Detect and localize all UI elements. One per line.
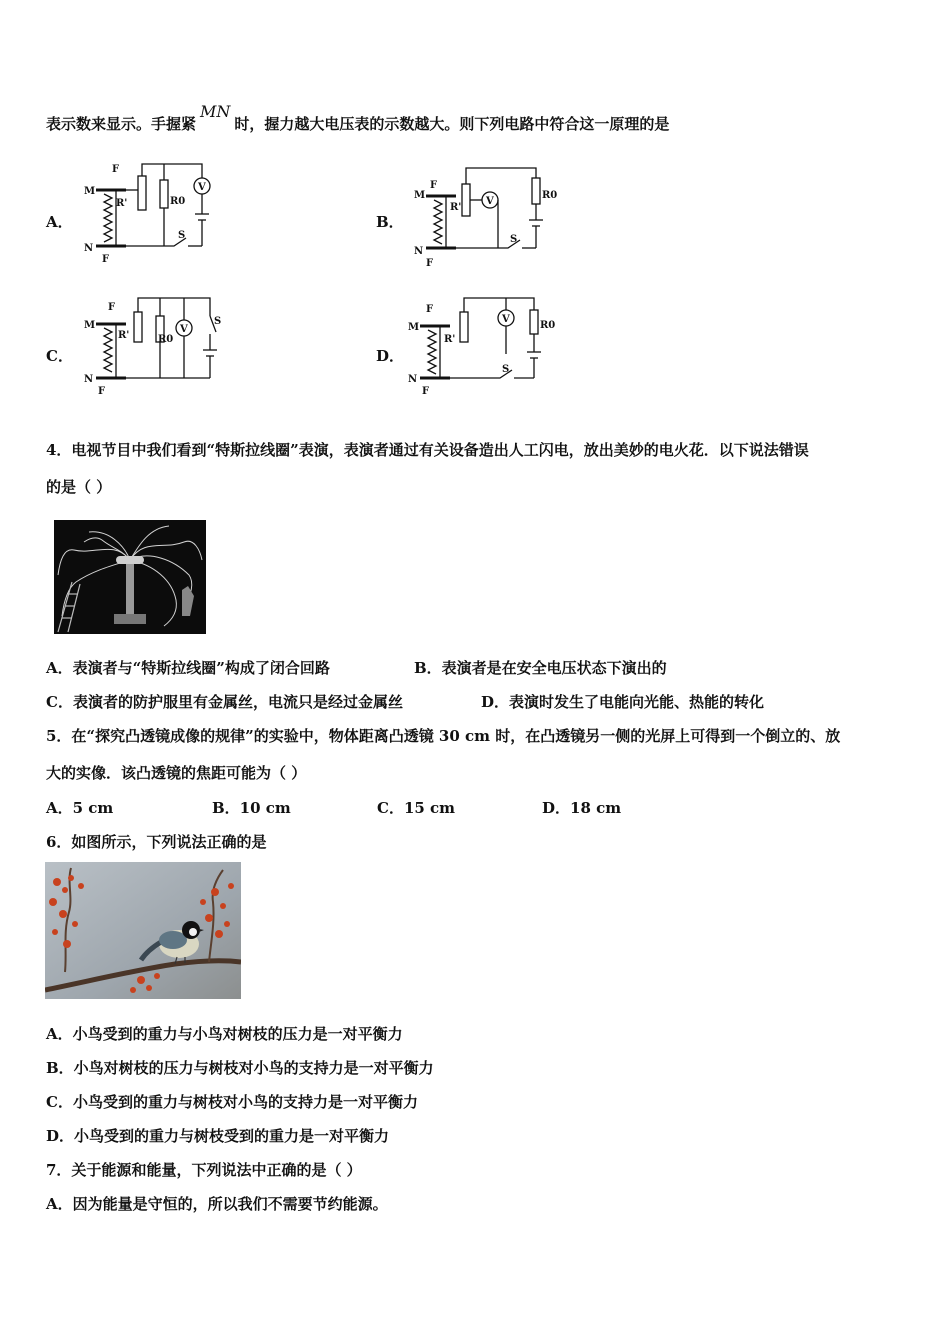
circuit-b-m-label: M	[414, 190, 426, 201]
circuit-d-m-label: M	[408, 322, 420, 333]
circuit-c-m-label: M	[84, 320, 96, 331]
circuit-diagram-d	[406, 294, 556, 398]
q4-option-d: D．表演时发生了电能向光能、热能的转化	[481, 693, 765, 711]
q7-option-a: A．因为能量是守恒的，所以我们不需要节约能源。	[46, 1195, 388, 1213]
q4-option-b: B．表演者是在安全电压状态下演出的	[414, 659, 667, 677]
q5-stem-line2: 大的实像．该凸透镜的焦距可能为（ ）	[46, 764, 307, 782]
q6-option-b: B．小鸟对树枝的压力与树枝对小鸟的支持力是一对平衡力	[46, 1059, 434, 1077]
q3-stem-after: 时，握力越大电压表的示数越大。则下列电路中符合这一原理的是	[234, 115, 670, 133]
circuit-d-v-label: V	[502, 314, 510, 325]
circuit-c-force-top-label: F	[108, 302, 116, 313]
q7-stem: 7．关于能源和能量，下列说法中正确的是（ ）	[46, 1161, 362, 1179]
circuit-a-rheostat	[138, 176, 146, 210]
circuit-b-n-label: N	[414, 246, 424, 257]
q5-stem-line1: 5．在“探究凸透镜成像的规律”的实验中，物体距离凸透镜 30 cm 时，在凸透镜另一侧的光屏上可得到一个倒立的、放	[46, 727, 841, 745]
circuit-a-force-bottom-label: F	[102, 254, 110, 265]
circuit-b-force-top-label: F	[430, 180, 438, 191]
circuit-d-rheostat	[460, 312, 468, 342]
circuit-c-rheostat	[134, 312, 142, 342]
circuit-b-s-label: S	[510, 234, 518, 245]
q6-stem: 6．如图所示，下列说法正确的是	[46, 833, 267, 851]
circuit-a-resistor-r0	[160, 180, 168, 208]
circuit-diagram-c	[82, 294, 232, 398]
circuit-d-resistor-r0	[530, 310, 538, 334]
q3-stem	[46, 102, 670, 134]
circuit-a-rprime-label: R'	[116, 198, 128, 209]
circuit-c-s-label: S	[214, 316, 222, 327]
circuit-diagram-b	[412, 162, 562, 272]
circuit-a-r0-label: R0	[170, 196, 186, 207]
circuit-a-n-label: N	[84, 243, 94, 254]
q4-option-a: A．表演者与“特斯拉线圈”构成了闭合回路	[46, 659, 330, 677]
circuit-a-s-label: S	[178, 230, 186, 241]
circuit-b-force-bottom-label: F	[426, 258, 434, 269]
circuit-b-v-label: V	[486, 196, 494, 207]
q6-option-a: A．小鸟受到的重力与小鸟对树枝的压力是一对平衡力	[46, 1025, 403, 1043]
q4-stem-line2: 的是（ ）	[46, 478, 112, 496]
q3-option-a-label: A．	[46, 213, 73, 231]
circuit-c-v-label: V	[180, 324, 188, 335]
q3-option-c-label: C．	[46, 347, 73, 365]
circuit-d-n-label: N	[408, 374, 418, 385]
circuit-b-r0-label: R0	[542, 190, 558, 201]
q3-stem-before: 表示数来显示。手握紧	[46, 115, 197, 133]
circuit-c-rprime-label: R'	[118, 330, 130, 341]
circuit-d-r0-label: R0	[540, 320, 556, 331]
circuit-diagram-a	[82, 158, 232, 276]
q5-option-c: C．15 cm	[377, 799, 456, 817]
q3-option-b-label: B．	[376, 213, 404, 231]
circuit-c-spring	[104, 328, 112, 372]
circuit-c-force-bottom-label: F	[98, 386, 106, 397]
q5-option-b: B．10 cm	[212, 799, 291, 817]
tesla-coil-photo	[54, 520, 206, 634]
bird-on-branch-photo	[45, 862, 241, 999]
circuit-d-force-top-label: F	[426, 304, 434, 315]
circuit-b-rprime-label: R'	[450, 202, 462, 213]
circuit-d-rprime-label: R'	[444, 334, 456, 345]
q5-option-a: A．5 cm	[46, 799, 114, 817]
q3-option-d-label: D．	[376, 347, 405, 365]
circuit-b-resistor-r0	[532, 178, 540, 204]
circuit-c-n-label: N	[84, 374, 94, 385]
circuit-d-spring	[428, 330, 436, 374]
circuit-a-m-label: M	[84, 186, 96, 197]
q5-option-d: D．18 cm	[542, 799, 622, 817]
circuit-a-force-top-label: F	[112, 164, 120, 175]
circuit-d-s-label: S	[502, 364, 510, 375]
q4-stem-line1: 4．电视节目中我们看到“特斯拉线圈”表演，表演者通过有关设备造出人工闪电，放出美妙的电火花．以下说法错误	[46, 441, 809, 459]
q6-option-d: D．小鸟受到的重力与树枝受到的重力是一对平衡力	[46, 1127, 390, 1145]
circuit-b-rheostat	[462, 184, 470, 216]
circuit-a-v-label: V	[198, 182, 206, 193]
circuit-c-r0-label: R0	[158, 334, 174, 345]
q3-stem-variable: MN	[200, 102, 231, 121]
circuit-a-spring	[104, 194, 112, 242]
circuit-b-spring	[434, 200, 442, 244]
q4-option-c: C．表演者的防护服里有金属丝，电流只是经过金属丝	[46, 693, 403, 711]
circuit-d-force-bottom-label: F	[422, 386, 430, 397]
q6-option-c: C．小鸟受到的重力与树枝对小鸟的支持力是一对平衡力	[46, 1093, 418, 1111]
